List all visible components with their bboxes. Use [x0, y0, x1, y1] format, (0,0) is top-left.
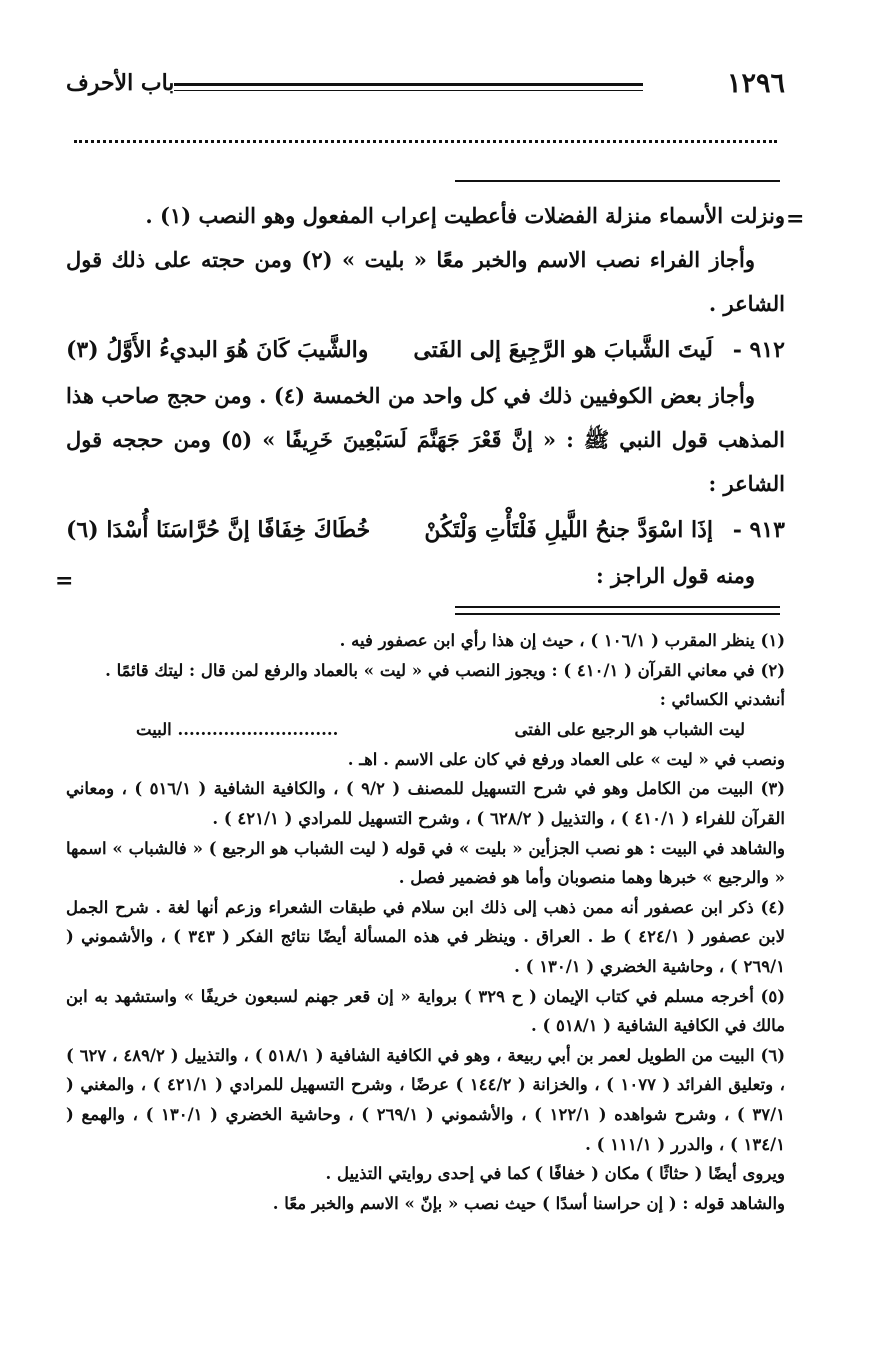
footnote-6-line: ويروى أيضًا ( حثاثًا ) مكان ( خفافًا ) كما في إحدى روايتي التذييل .: [325, 1164, 785, 1184]
verse-912: [66, 326, 785, 374]
footnote-2-line: أنشدني الكسائي :: [659, 690, 785, 710]
verse-number: ٩١٢ -: [732, 337, 785, 363]
verse-second-hemistich: خُطَاكَ خِفَافًا إنَّ حُرَّاسَنَا أُسْدَا (٦): [66, 517, 371, 543]
verse-first-hemistich: إذَا اسْوَدَّ جنحُ اللَّيلِ فَلْتَأْتِ وَلْتَكُنْ: [424, 517, 713, 543]
continuation-mark-bottom: =: [55, 568, 74, 594]
main-line-1: ونزلت الأسماء منزلة الفضلات فأعطيت إعراب المفعول وهو النصب (١) .: [145, 203, 785, 228]
continuation-mark-top: =: [786, 206, 805, 232]
main-text: [66, 194, 785, 598]
section-title: باب الأحرف: [66, 70, 175, 96]
verse-first-hemistich: لَيتَ الشَّبابَ هو الرَّجِيعَ إلى الفَتى: [413, 337, 713, 363]
main-paragraph-2: وأجاز الفراء نصب الاسم والخبر معًا « بليت » (٢) ومن حجته على ذلك قول الشاعر .: [66, 247, 785, 316]
main-line-last: ومنه قول الراجز :: [595, 563, 755, 588]
main-paragraph-3: وأجاز بعض الكوفيين ذلك في كل واحد من الخمسة (٤) . ومن حجج صاحب هذا المذهب قول النبي ﷺ : « إنَّ قَعْرَ جَهَنَّمَ لَسَبْعِينَ خَرِيفًا » (٥) ومن حججه قول الشاعر :: [66, 383, 785, 496]
verse-second-hemistich: ............................ البيت: [136, 719, 339, 739]
verse-number: ٩١٣ -: [732, 517, 785, 543]
footnote-6-line: والشاهد قوله : ( إن حراسنا أسدًا ) حيث نصب « بإنّ » الاسم والخبر معًا .: [272, 1193, 785, 1213]
footnote-3: (٣) البيت من الكامل وهو في شرح التسهيل للمصنف ( ٩/٢ ) ، والكافية الشافية ( ٥١٦/١ ) ، ومعاني القرآن للفراء ( ٤١٠/١ ) ، والتذييل ( ٦٢٨/٢ ) ، وشرح التسهيل للمرادي ( ٤٢١/١ ) .: [66, 779, 785, 828]
header-rule: [174, 83, 643, 91]
footnote-4: (٤) ذكر ابن عصفور أنه ممن ذهب إلى ذلك ابن سلام في طبقات الشعراء وزعم أنها لغة . شرح الجمل لابن عصفور ( ٤٢٤/١ ) ط . العراق . وينظر في هذه المسألة أيضًا نتائج الفكر ( ٣٤٣ ) ، والأشموني ( ٢٦٩/١ ) ، وحاشية الخضري ( ١٣٠/١ ) .: [66, 897, 785, 976]
footnote-2-line: ونصب في « ليت » على العماد ورفع في كان على الاسم . اهـ .: [347, 749, 785, 769]
footnote-3-line: والشاهد في البيت : هو نصب الجزأين « بليت » في قوله ( ليت الشباب هو الرجيع ) « فالشباب » اسمها « والرجيع » خبرها وهما منصوبان وأما هو فضمير فصل .: [66, 838, 785, 888]
footnote-6: (٦) البيت من الطويل لعمر بن أبي ربيعة ، وهو في الكافية الشافية ( ٥١٨/١ ) ، والتذييل ( ٤٨٩/٢ ، ٦٢٧ ) ، وتعليق الفرائد ( ١٠٧٧ ) ، والخزانة ( ١٤٤/٢ ) عرضًا ، وشرح التسهيل للمرادي ( ٤٢١/١ ) ، والمغني ( ٣٧/١ ) ، وشرح شواهده ( ١٢٢/١ ) ، والأشموني ( ٢٦٩/١ ) ، وحاشية الخضري ( ١٣٠/١ ) ، والهمع ( ١٣٤/١ ) ، والدرر ( ١١١/١ ) .: [66, 1045, 786, 1154]
verse-second-hemistich: والشَّيبَ كَانَ هُوَ البديءُ الأَوَّلُ (٣): [66, 337, 369, 363]
footnote-2: (٢) في معاني القرآن ( ٤١٠/١ ) : ويجوز النصب في « ليت » بالعماد والرفع لمن قال : ليتك قائمًا .: [105, 660, 785, 680]
page-header: [66, 68, 785, 108]
dotted-separator: [74, 140, 777, 143]
footnote-1: (١) ينظر المقرب ( ١٠٦/١ ) ، حيث إن هذا رأي ابن عصفور فيه .: [339, 631, 785, 650]
top-rule: [455, 180, 780, 182]
page-number: ١٢٩٦: [726, 68, 785, 99]
footnote-rule: [455, 606, 780, 608]
verse-913: [66, 506, 785, 554]
footnote-5: (٥) أخرجه مسلم في كتاب الإيمان ( ح ٣٢٩ ) برواية « إن قعر جهنم لسبعون خريفًا » واستشهد به ابن مالك في الكافية الشافية ( ٥١٨/١ ) .: [66, 986, 785, 1036]
verse-first-hemistich: ليت الشباب هو الرجيع على الفتى: [514, 719, 745, 739]
footnotes: [66, 626, 785, 1218]
footnote-2-verse: [66, 715, 785, 745]
footnote-rule: [455, 613, 780, 615]
